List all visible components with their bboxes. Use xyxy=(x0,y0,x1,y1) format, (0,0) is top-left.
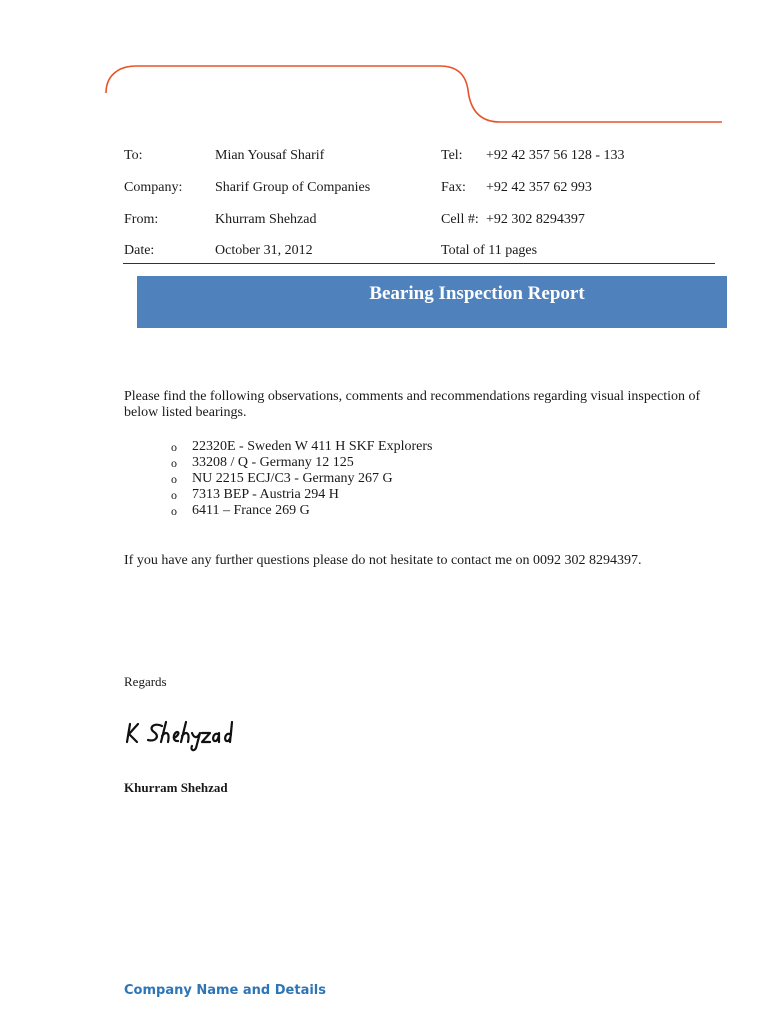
fax-label: Fax: xyxy=(441,180,466,195)
list-item xyxy=(171,471,432,487)
from-value: Khurram Shehzad xyxy=(215,212,317,227)
bearing-list xyxy=(171,439,432,519)
to-value: Mian Yousaf Sharif xyxy=(215,148,325,163)
title-banner xyxy=(137,276,727,328)
header-divider xyxy=(123,263,715,264)
bearing-text: 22320E - Sweden W 411 H SKF Explorers xyxy=(192,439,433,454)
bearing-text: 6411 – France 269 G xyxy=(192,503,310,518)
regards-text: Regards xyxy=(124,674,167,689)
footer-company-details: Company Name and Details xyxy=(124,983,326,998)
contact-paragraph: If you have any further questions please do not hesitate to contact me on 0092 302 8294397. xyxy=(124,553,642,568)
circle-bullet-icon: o xyxy=(171,440,177,454)
intro-paragraph: Please find the following observations, comments and recommendations regarding visual inspection of below listed bearings. xyxy=(124,389,701,420)
list-item xyxy=(171,439,432,455)
list-item xyxy=(171,455,432,471)
header-decorative-line xyxy=(0,0,768,140)
date-value: October 31, 2012 xyxy=(215,243,313,258)
to-label: To: xyxy=(124,148,143,163)
report-title: Bearing Inspection Report xyxy=(369,283,585,304)
bearing-text: 33208 / Q - Germany 12 125 xyxy=(192,455,354,470)
cell-value: +92 302 8294397 xyxy=(486,212,585,227)
list-item xyxy=(171,487,432,503)
circle-bullet-icon: o xyxy=(171,456,177,470)
signer-name: Khurram Shehzad xyxy=(124,780,228,795)
bearing-text: 7313 BEP - Austria 294 H xyxy=(192,487,339,502)
bearing-text: NU 2215 ECJ/C3 - Germany 267 G xyxy=(192,471,393,486)
tel-label: Tel: xyxy=(441,148,463,163)
company-value: Sharif Group of Companies xyxy=(215,180,371,195)
circle-bullet-icon: o xyxy=(171,488,177,502)
company-label: Company: xyxy=(124,180,183,195)
fax-value: +92 42 357 62 993 xyxy=(486,180,592,195)
circle-bullet-icon: o xyxy=(171,504,177,518)
circle-bullet-icon: o xyxy=(171,472,177,486)
from-label: From: xyxy=(124,212,159,227)
page-count: Total of 11 pages xyxy=(441,243,538,258)
tel-value: +92 42 357 56 128 - 133 xyxy=(486,148,625,163)
signature-image xyxy=(124,712,234,752)
cell-label: Cell #: xyxy=(441,212,479,227)
list-item xyxy=(171,503,432,519)
date-label: Date: xyxy=(124,243,155,258)
